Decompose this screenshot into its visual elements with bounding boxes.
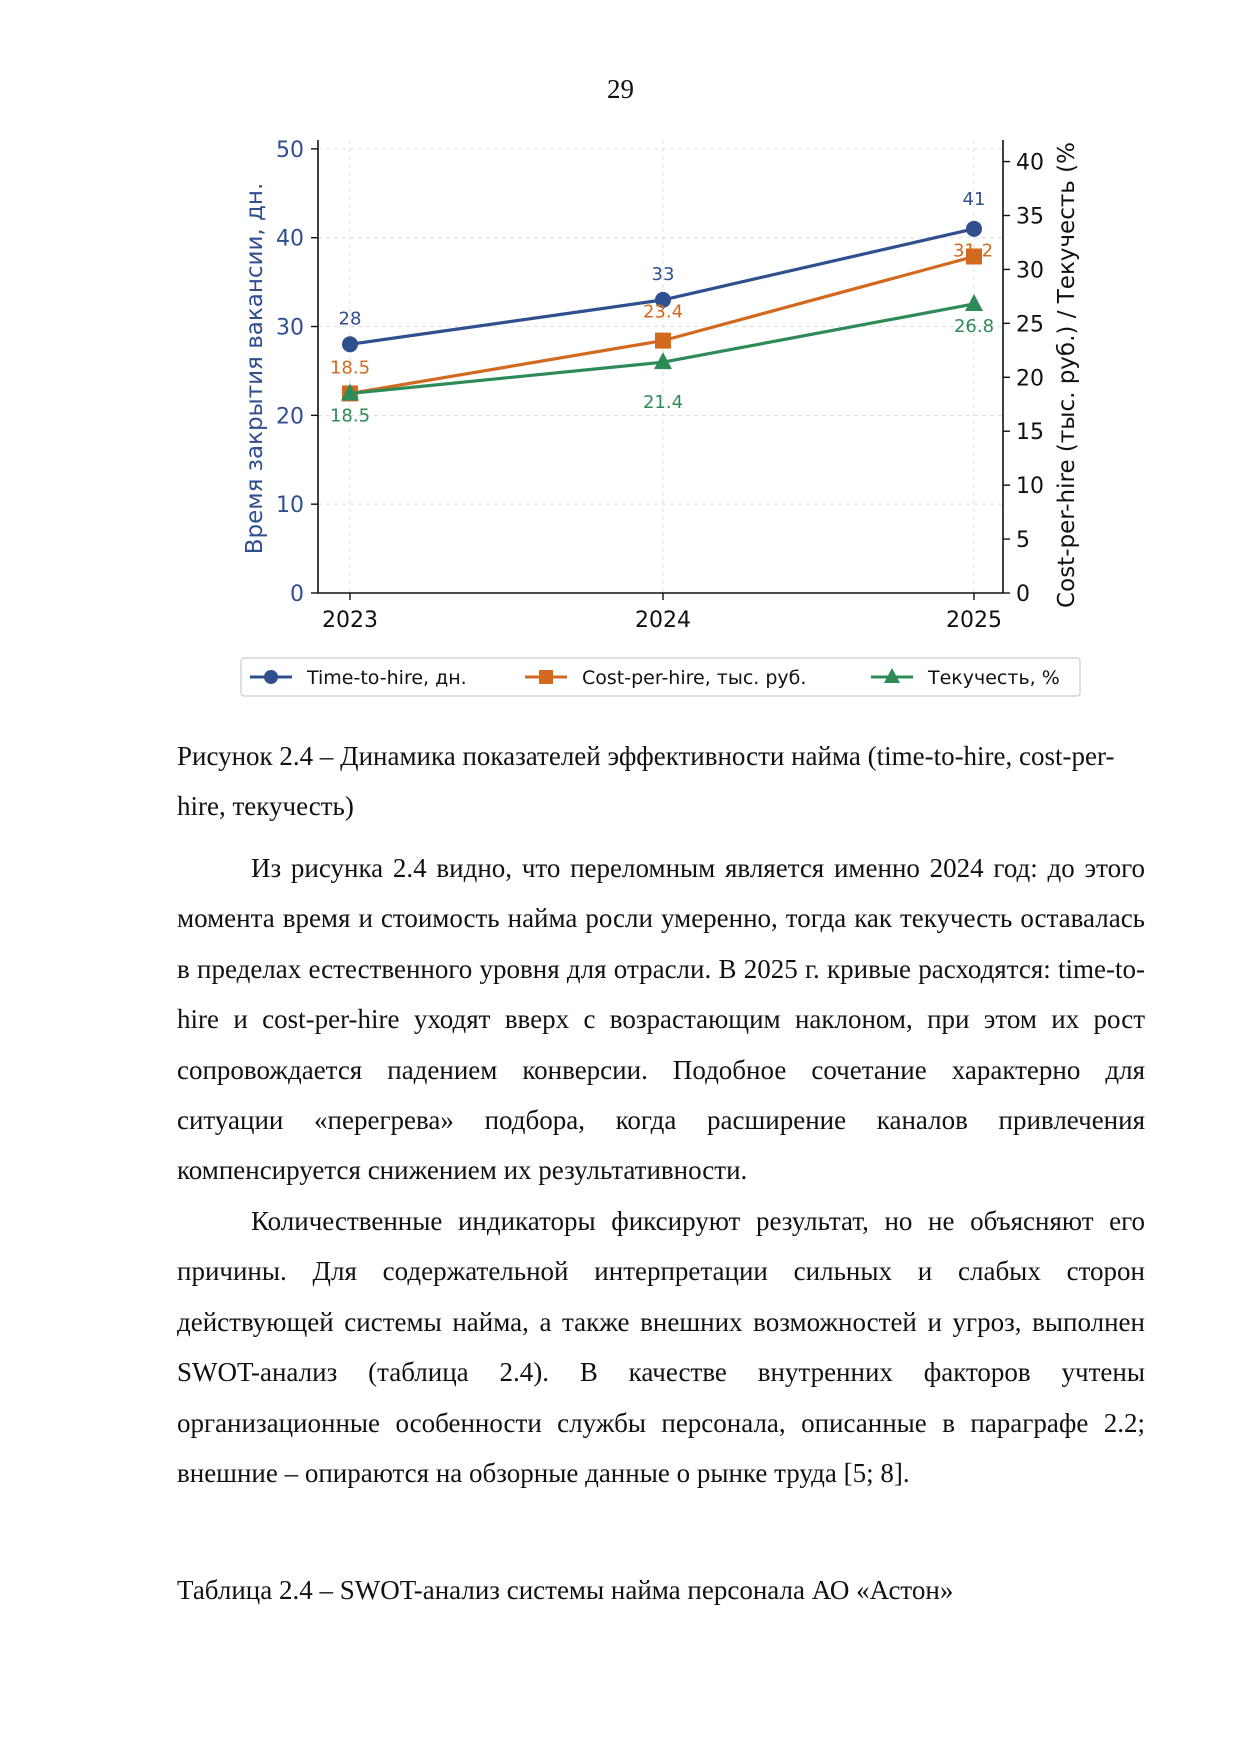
y-tick-label-right: 5 <box>1016 528 1030 554</box>
chart-legend <box>241 658 1080 696</box>
efficiency-chart <box>0 0 1241 720</box>
y-tick-label-right: 35 <box>1016 204 1044 230</box>
y-tick-label-left: 10 <box>276 493 304 519</box>
chart-axes <box>242 138 1080 633</box>
data-label: 18.5 <box>329 357 371 379</box>
y-tick-label-left: 50 <box>276 137 304 163</box>
chart-series <box>330 189 994 427</box>
legend-label: Time-to-hire, дн. <box>307 667 467 689</box>
y-tick-label-right: 25 <box>1016 312 1044 338</box>
y-axis-label-left: Время закрытия вакансии, дн. <box>242 182 268 555</box>
x-tick-label: 2024 <box>635 608 691 633</box>
y-tick-label-left: 30 <box>276 315 304 341</box>
y-tick-label-left: 20 <box>276 404 304 430</box>
y-tick-label-left: 40 <box>276 226 304 252</box>
y-tick-label-left: 0 <box>290 582 304 607</box>
paragraph-2: Количественные индикаторы фиксируют результат, но не объясняют его причины. Для содержательной интерпретации сильных и слабых сторон действующей системы найма, а также внешних возможностей и угроз, выполнен SWOT-анализ (таблица 2.4). В качестве внутренних факторов учтены организационные особенности службы персонала, описанные в параграфе 2.2; внешние – опираются на обзорные данные о рынке труда [5; 8]. <box>177 1206 1145 1489</box>
x-tick-label: 2023 <box>322 608 378 633</box>
y-tick-label-right: 10 <box>1016 474 1044 500</box>
y-tick-label-right: 40 <box>1016 150 1044 176</box>
data-point <box>655 333 671 349</box>
y-tick-label-right: 15 <box>1016 420 1044 446</box>
data-label: 41 <box>962 188 986 210</box>
data-label: 26.8 <box>953 315 995 337</box>
y-tick-label-right: 30 <box>1016 258 1044 284</box>
data-label: 21.4 <box>642 392 684 414</box>
data-label: 18.5 <box>329 405 371 427</box>
y-tick-label-right: 20 <box>1016 366 1044 392</box>
data-label: 28 <box>338 308 362 330</box>
legend-label: Текучесть, % <box>928 667 1060 689</box>
legend-marker <box>264 670 278 684</box>
y-axis-label-right: Cost-per-hire (тыс. руб.) / Текучесть (% <box>1054 142 1080 608</box>
figure-caption: Рисунок 2.4 – Динамика показателей эффективности найма (time-to-hire, cost-per-hire, текучесть) <box>177 741 1115 822</box>
data-label: 31.2 <box>952 240 994 262</box>
data-label: 23.4 <box>642 301 684 323</box>
page-number: 29 <box>607 74 634 104</box>
legend-label: Cost-per-hire, тыс. руб. <box>582 667 807 689</box>
x-tick-label: 2025 <box>946 608 1002 633</box>
paragraph-1: Из рисунка 2.4 видно, что переломным является именно 2024 год: до этого момента время и стоимость найма росли умеренно, тогда как текучесть оставалась в пределах естественного уровня для отрасли. В 2025 г. кривые расходятся: time-to-hire и cost-per-hire уходят вверх с возрастающим наклоном, при этом их рост сопровождается падением конверсии. Подобное сочетание характерно для ситуации «перегрева» подбора, когда расширение каналов привлечения компенсируется снижением их результативности. <box>177 853 1145 1186</box>
legend-marker <box>539 670 553 684</box>
data-label: 33 <box>651 263 675 285</box>
table-title: Таблица 2.4 – SWOT-анализ системы найма персонала АО «Астон» <box>177 1575 954 1605</box>
data-point <box>342 336 358 352</box>
y-tick-label-right: 0 <box>1016 582 1030 607</box>
data-point <box>965 294 983 311</box>
data-point <box>966 221 982 237</box>
